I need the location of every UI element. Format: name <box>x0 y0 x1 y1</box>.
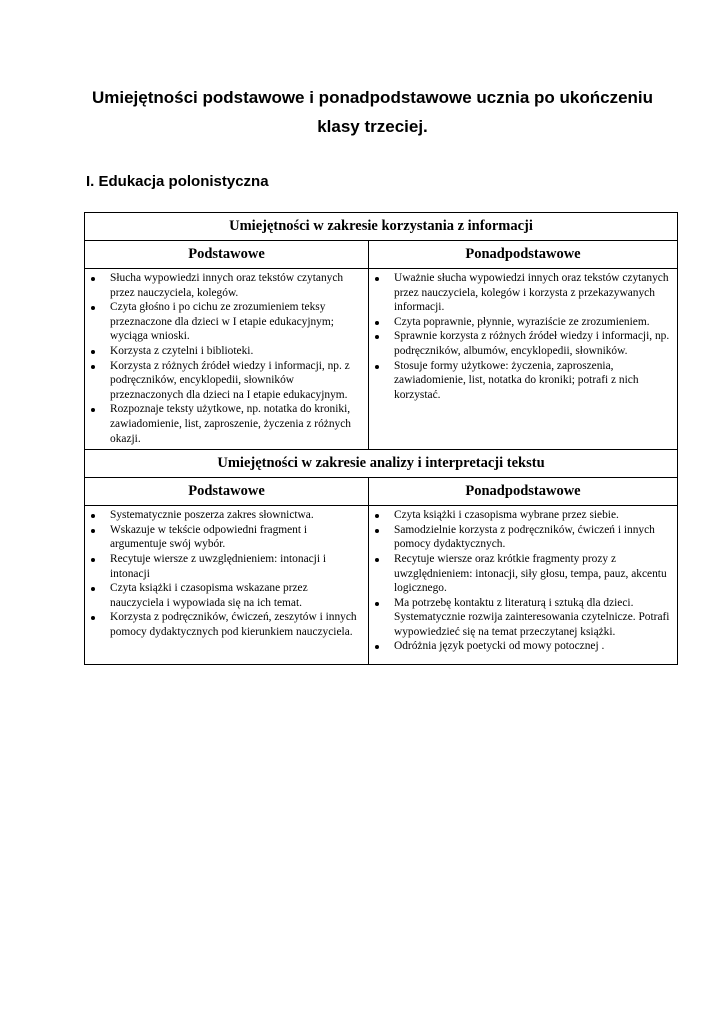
basic-column-header: Podstawowe <box>85 478 369 506</box>
section-title-row <box>85 213 678 241</box>
advanced-skills-cell <box>369 506 678 665</box>
list-item: Czyta poprawnie, płynnie, wyraziście ze zrozumieniem. <box>373 315 673 330</box>
basic-column-header: Podstawowe <box>85 241 369 269</box>
document-title-line-2: klasy trzeciej. <box>317 117 428 136</box>
basic-skills-list <box>85 269 368 449</box>
list-item: Samodzielnie korzysta z podręczników, ćwiczeń i innych pomocy dydaktycznych. <box>373 523 673 552</box>
list-item: Czyta książki i czasopisma wskazane przez nauczyciela i wypowiada się na ich temat. <box>89 581 364 610</box>
list-item: Korzysta z podręczników, ćwiczeń, zeszytów i innych pomocy dydaktycznych pod kierunkiem nauczyciela. <box>89 610 364 639</box>
advanced-skills-list <box>369 506 677 657</box>
basic-skills-cell <box>85 269 369 450</box>
basic-skills-cell <box>85 506 369 665</box>
section-title: Umiejętności w zakresie analizy i interpretacji tekstu <box>85 450 678 478</box>
list-item: Czyta książki i czasopisma wybrane przez siebie. <box>373 508 673 523</box>
advanced-column-header: Ponadpodstawowe <box>369 478 678 506</box>
list-item: Recytuje wiersze z uwzględnieniem: intonacji i intonacji <box>89 552 364 581</box>
section-title-row <box>85 450 678 478</box>
basic-skills-list <box>85 506 368 642</box>
list-item: Systematycznie poszerza zakres słownictwa. <box>89 508 364 523</box>
advanced-column-header: Ponadpodstawowe <box>369 241 678 269</box>
list-item: Ma potrzebę kontaktu z literaturą i sztuką dla dzieci. Systematycznie rozwija zainteresowania czytelnicze. Potrafi wypowiedzieć się na temat przeczytanej książki. <box>373 596 673 640</box>
column-header-row <box>85 478 678 506</box>
column-header-row <box>85 241 678 269</box>
document-title-line-1: Umiejętności podstawowe i ponadpodstawowe ucznia po ukończeniu <box>91 88 654 107</box>
skills-table <box>84 212 678 665</box>
list-item: Korzysta z różnych źródeł wiedzy i informacji, np. z podręczników, encyklopedii, słowników przeznaczonych dla dzieci na I etapie edukacyjnym. <box>89 359 364 403</box>
list-item: Uważnie słucha wypowiedzi innych oraz tekstów czytanych przez nauczyciela, kolegów i korzysta z przekazywanych informacji. <box>373 271 673 315</box>
skills-list-row <box>85 269 678 450</box>
list-item: Rozpoznaje teksty użytkowe, np. notatka do kroniki, zawiadomienie, list, zaproszenie, życzenia z różnych okazji. <box>89 402 364 446</box>
advanced-skills-list <box>369 269 677 405</box>
list-item: Wskazuje w tekście odpowiedni fragment i argumentuje swój wybór. <box>89 523 364 552</box>
list-item: Korzysta z czytelni i biblioteki. <box>89 344 364 359</box>
section-heading: I. Edukacja polonistyczna <box>86 173 269 190</box>
list-item: Stosuje formy użytkowe: życzenia, zaproszenia, zawiadomienie, list, notatka do kroniki; potrafi z nich korzystać. <box>373 359 673 403</box>
section-title: Umiejętności w zakresie korzystania z informacji <box>85 213 678 241</box>
list-item: Czyta głośno i po cichu ze zrozumieniem teksy przeznaczone dla dzieci w I etapie edukacyjnym; wyciąga wnioski. <box>89 300 364 344</box>
list-item: Słucha wypowiedzi innych oraz tekstów czytanych przez nauczyciela, kolegów. <box>89 271 364 300</box>
skills-list-row <box>85 506 678 665</box>
advanced-skills-cell <box>369 269 678 450</box>
list-item: Odróżnia język poetycki od mowy potocznej . <box>373 639 673 654</box>
list-item: Recytuje wiersze oraz krótkie fragmenty prozy z uwzględnieniem: intonacji, siły głosu, tempa, pauz, akcentu logicznego. <box>373 552 673 596</box>
list-item: Sprawnie korzysta z różnych źródeł wiedzy i informacji, np. podręczników, albumów, encyklopedii, słowników. <box>373 329 673 358</box>
